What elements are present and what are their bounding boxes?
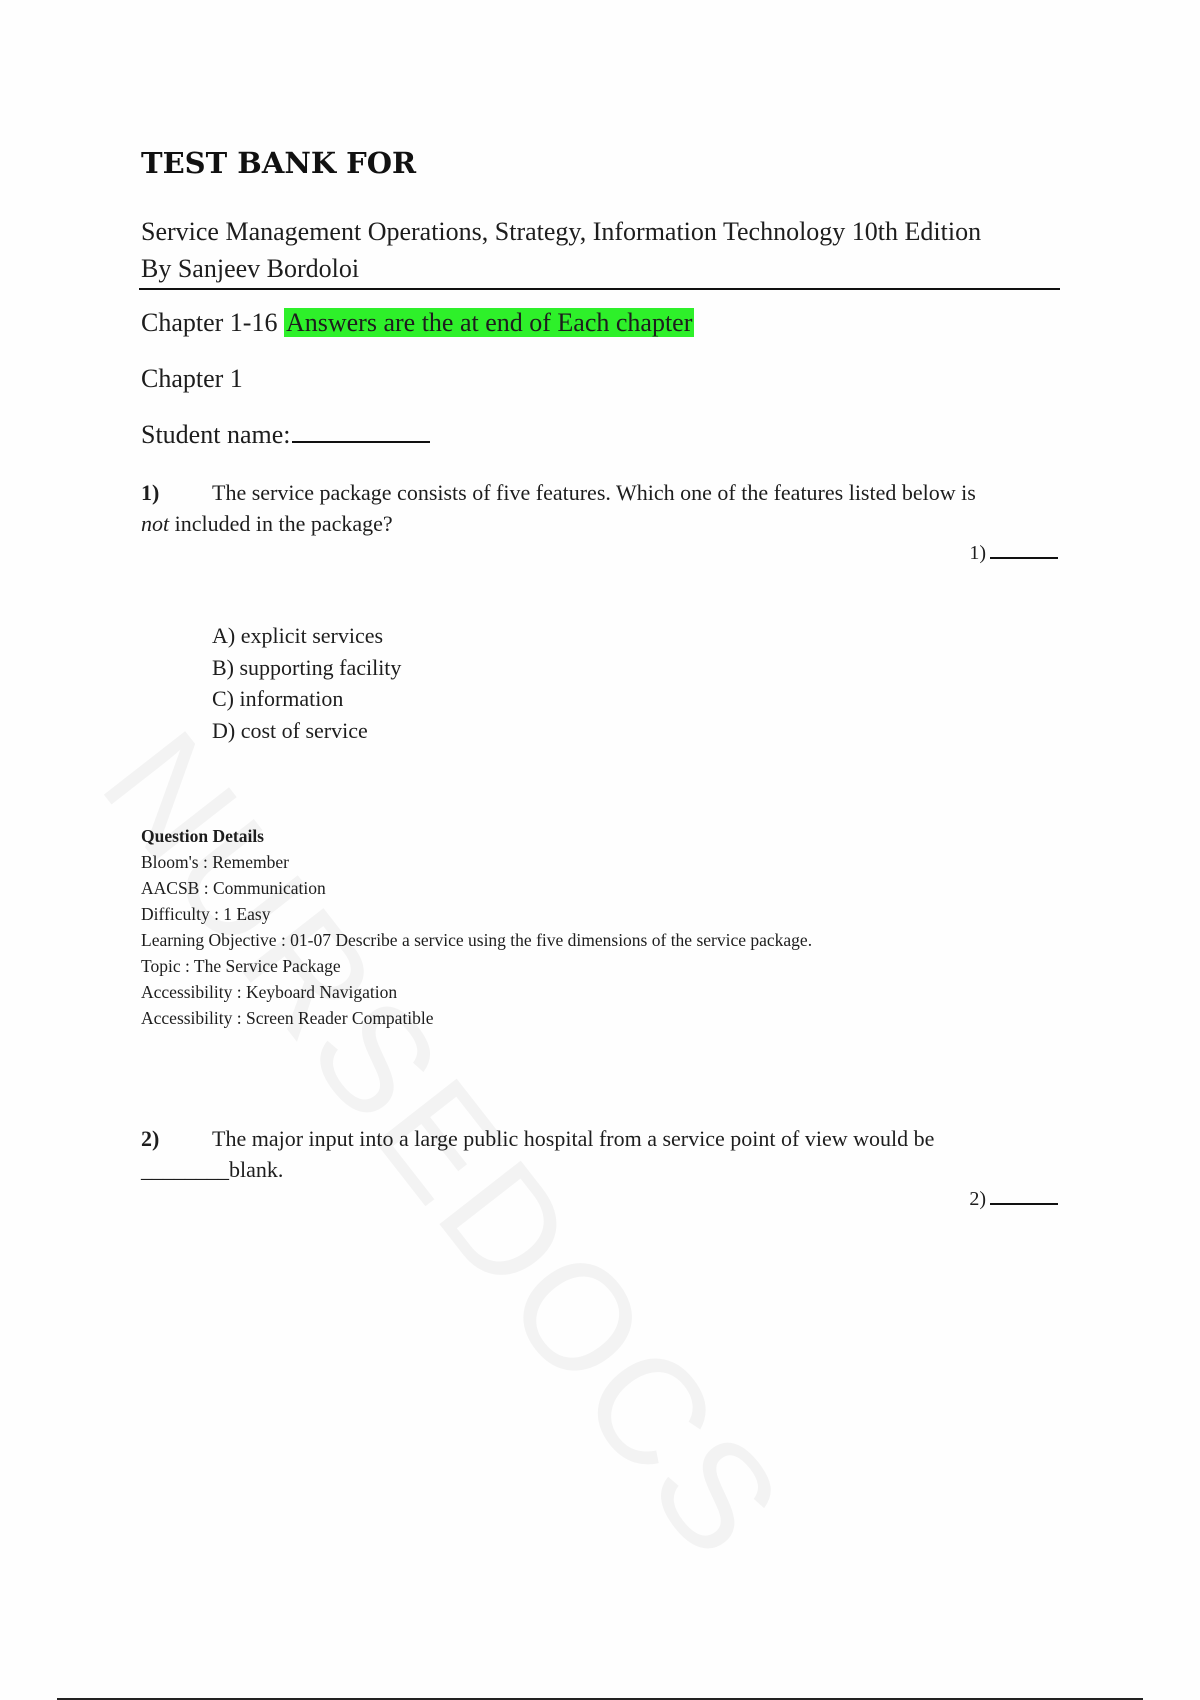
question-text-line-1: The major input into a large public hospital from a service point of view would be bbox=[212, 1126, 935, 1151]
detail-blooms: Bloom's : Remember bbox=[141, 852, 289, 872]
option-a: A) explicit services bbox=[212, 623, 384, 648]
detail-accessibility-keyboard: Accessibility : Keyboard Navigation bbox=[141, 982, 398, 1002]
answer-slot-label: 1) bbox=[969, 542, 986, 564]
question-emphasis: not bbox=[141, 511, 170, 536]
option-d: D) cost of service bbox=[212, 717, 368, 743]
question-2 bbox=[141, 1123, 1041, 1185]
question-details-heading: Question Details bbox=[141, 826, 264, 846]
detail-accessibility-screen-reader: Accessibility : Screen Reader Compatible bbox=[141, 1008, 434, 1028]
header-divider bbox=[139, 288, 1060, 290]
answers-note-highlight: Answers are the at end of Each chapter bbox=[285, 308, 693, 337]
question-text-line-2: blank. bbox=[229, 1157, 284, 1182]
answer-blank bbox=[990, 1189, 1058, 1205]
answer-blank bbox=[990, 543, 1058, 559]
option-b: B) supporting facility bbox=[212, 654, 402, 680]
student-name-blank bbox=[292, 423, 430, 443]
detail-learning-objective: Learning Objective : 01-07 Describe a service using the five dimensions of the service package. bbox=[141, 930, 813, 950]
chapter-range-prefix: Chapter 1-16 bbox=[141, 308, 278, 337]
chapter-range bbox=[141, 308, 694, 338]
question-text-line-1: The service package consists of five features. Which one of the features listed below is bbox=[212, 480, 976, 505]
book-title bbox=[141, 213, 1061, 287]
question-1 bbox=[141, 477, 1041, 539]
question-fill-blank: ________ bbox=[141, 1157, 229, 1182]
book-title-line-2: By Sanjeev Bordoloi bbox=[141, 254, 360, 283]
question-text-line-2: included in the package? bbox=[169, 511, 393, 536]
answer-slot-label: 2) bbox=[969, 1188, 986, 1210]
question-number: 1) bbox=[141, 480, 160, 505]
detail-topic: Topic : The Service Package bbox=[141, 956, 341, 976]
question-details bbox=[141, 823, 812, 1031]
answer-options bbox=[212, 620, 401, 746]
student-name-field bbox=[141, 420, 430, 450]
question-number: 2) bbox=[141, 1126, 160, 1151]
student-name-label: Student name: bbox=[141, 420, 291, 449]
detail-difficulty: Difficulty : 1 Easy bbox=[141, 904, 271, 924]
page-title: TEST BANK FOR bbox=[141, 146, 417, 180]
answer-slot-1 bbox=[969, 542, 1058, 565]
answer-slot-2 bbox=[969, 1188, 1058, 1211]
option-c: C) information bbox=[212, 686, 344, 711]
detail-aacsb: AACSB : Communication bbox=[141, 878, 326, 898]
book-title-line-1: Service Management Operations, Strategy, Information Technology 10th Edition bbox=[141, 217, 982, 246]
chapter-heading: Chapter 1 bbox=[141, 364, 243, 393]
